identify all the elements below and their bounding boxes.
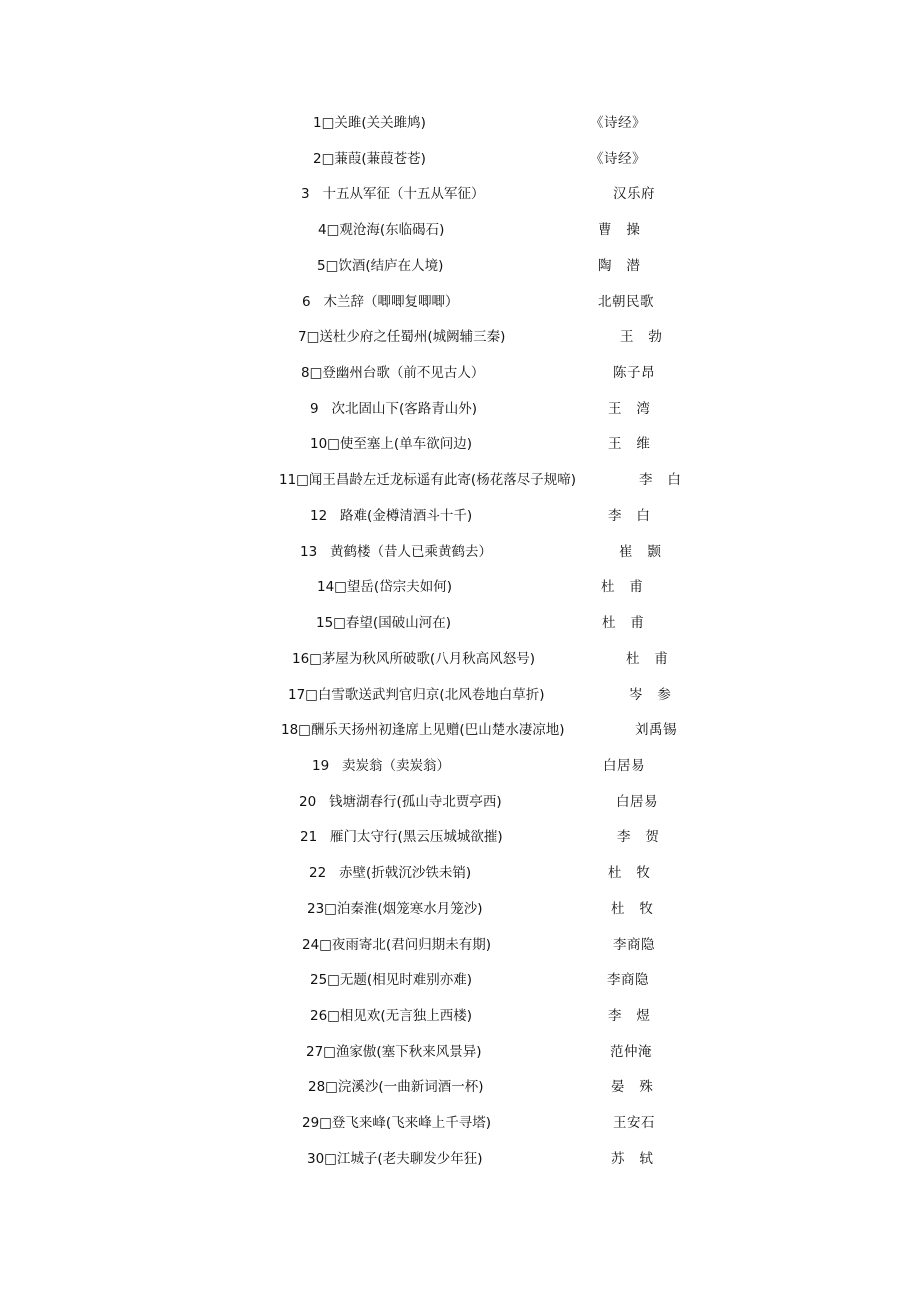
poem-title: 16□茅屋为秋风所破歌(八月秋高风怒号) (292, 651, 535, 667)
poem-title: 1□关雎(关关雎鸠) (313, 115, 426, 131)
poem-author: 岑 参 (629, 687, 672, 703)
poem-title: 17□白雪歌送武判官归京(北风卷地白草折) (288, 687, 545, 703)
poem-author: 杜 甫 (602, 615, 645, 631)
poem-title: 6 木兰辞（唧唧复唧唧） (302, 294, 459, 310)
poem-author: 苏 轼 (611, 1151, 654, 1167)
poem-author: 王 维 (608, 436, 651, 452)
poem-title: 14□望岳(岱宗夫如何) (317, 579, 452, 595)
poem-title: 7□送杜少府之任蜀州(城阙辅三秦) (298, 329, 506, 345)
poem-title: 29□登飞来峰(飞来峰上千寻塔) (302, 1115, 491, 1131)
poem-title: 22 赤壁(折戟沉沙铁未销) (309, 865, 472, 881)
poem-title: 25□无题(相见时难别亦难) (310, 972, 472, 988)
poem-author: 王 湾 (608, 401, 651, 417)
poem-title: 8□登幽州台歌（前不见古人） (301, 365, 485, 381)
poem-author: 晏 殊 (611, 1079, 654, 1095)
poem-author: 崔 颢 (619, 544, 662, 560)
poem-title: 12 路难(金樽清酒斗十千) (310, 508, 473, 524)
poem-title: 5□饮酒(结庐在人境) (317, 258, 444, 274)
poem-title: 2□蒹葭(蒹葭苍苍) (313, 151, 426, 167)
poem-author: 《诗经》 (590, 151, 646, 167)
poem-author: 杜 甫 (626, 651, 669, 667)
poem-author: 李商隐 (607, 972, 649, 988)
poem-author: 李商隐 (613, 937, 655, 953)
poem-author: 陶 潜 (598, 258, 641, 274)
poem-title: 3 十五从军征（十五从军征） (301, 186, 485, 202)
poem-author: 李 白 (639, 472, 682, 488)
poem-title: 30□江城子(老夫聊发少年狂) (307, 1151, 483, 1167)
poem-author: 杜 甫 (601, 579, 644, 595)
poem-author: 李 煜 (608, 1008, 651, 1024)
poem-author: 北朝民歌 (598, 294, 654, 310)
poem-title: 13 黄鹤楼（昔人已乘黄鹤去） (300, 544, 493, 560)
poem-author: 曹 操 (598, 222, 641, 238)
poem-title: 9 次北固山下(客路青山外) (310, 401, 477, 417)
poem-author: 李 贺 (617, 829, 660, 845)
poem-title: 4□观沧海(东临碣石) (318, 222, 445, 238)
poem-title: 26□相见欢(无言独上西楼) (310, 1008, 472, 1024)
poem-author: 刘禹锡 (635, 722, 677, 738)
poem-title: 28□浣溪沙(一曲新词酒一杯) (308, 1079, 484, 1095)
poem-author: 白居易 (616, 794, 658, 810)
poem-author: 《诗经》 (590, 115, 646, 131)
poem-title: 19 卖炭翁（卖炭翁） (312, 758, 451, 774)
poem-author: 陈子昂 (613, 365, 655, 381)
poem-author: 杜 牧 (611, 901, 654, 917)
poem-title: 23□泊秦淮(烟笼寒水月笼沙) (307, 901, 483, 917)
poem-title: 15□春望(国破山河在) (316, 615, 451, 631)
poem-title: 10□使至塞上(单车欲问边) (310, 436, 472, 452)
poem-title: 24□夜雨寄北(君问归期未有期) (302, 937, 491, 953)
poem-title: 20 钱塘湖春行(孤山寺北贾亭西) (299, 794, 502, 810)
poem-author: 王安石 (613, 1115, 655, 1131)
poem-author: 杜 牧 (608, 865, 651, 881)
poem-author: 王 勃 (620, 329, 663, 345)
poem-author: 李 白 (608, 508, 651, 524)
poem-title: 18□酬乐天扬州初逢席上见赠(巴山楚水凄凉地) (281, 722, 565, 738)
poem-author: 白居易 (603, 758, 645, 774)
poem-title: 27□渔家傲(塞下秋来风景异) (306, 1044, 482, 1060)
poem-author: 范仲淹 (610, 1044, 652, 1060)
poem-title: 21 雁门太守行(黑云压城城欲摧) (300, 829, 503, 845)
poem-author: 汉乐府 (613, 186, 655, 202)
poem-title: 11□闻王昌龄左迁龙标遥有此寄(杨花落尽子规啼) (279, 472, 576, 488)
